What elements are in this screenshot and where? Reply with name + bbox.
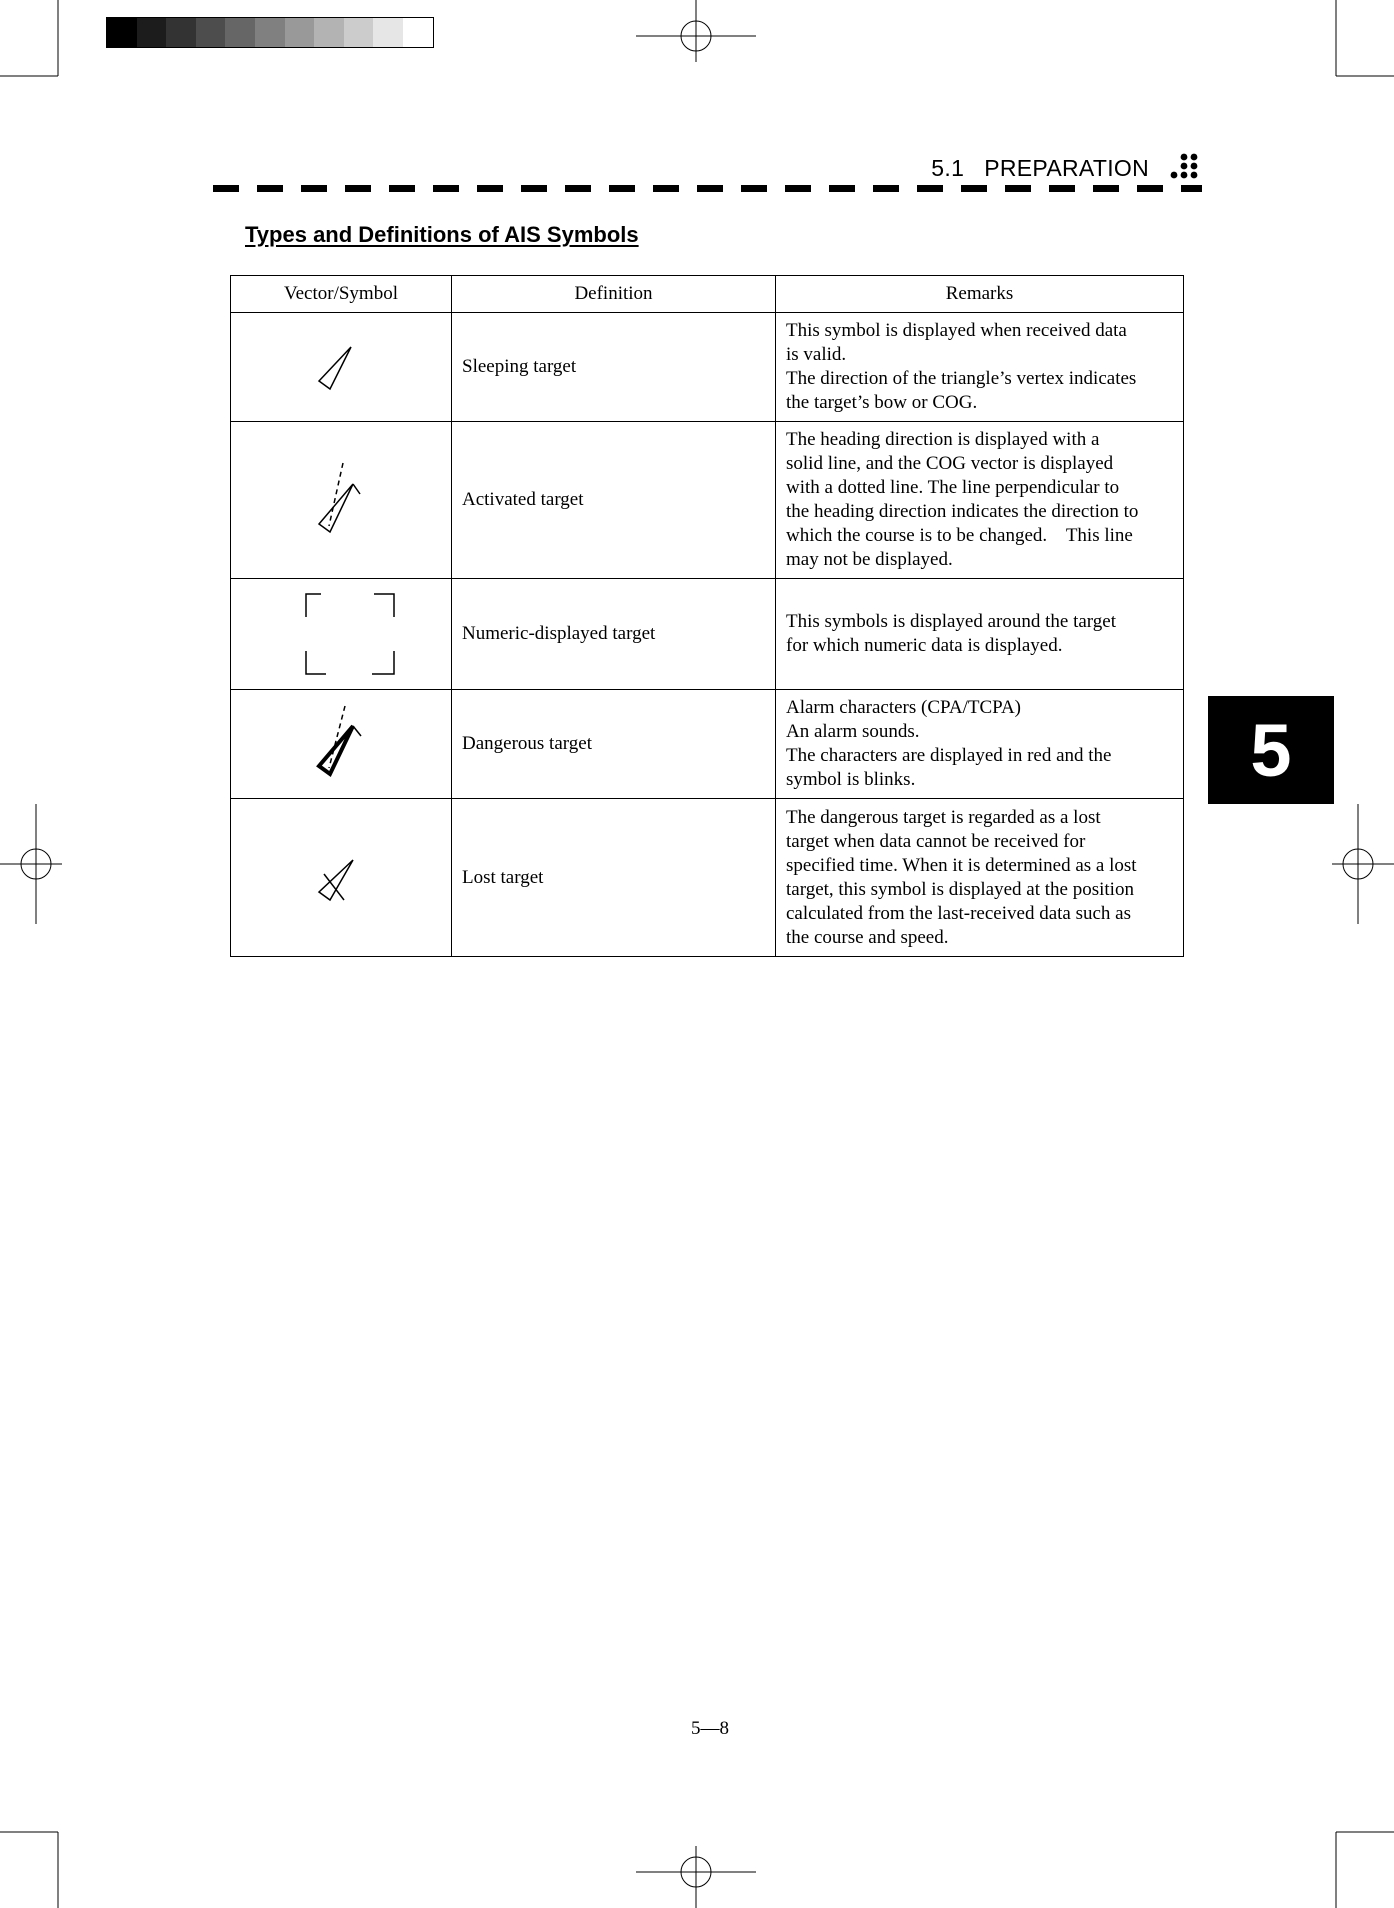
remarks-cell: The dangerous target is regarded as a lost target when data cannot be received for specified time. When it is determined as a lost target, this symbol is displayed at the position calculated from the last-received data such as the course and speed.: [776, 799, 1184, 957]
page-number: 5—8: [691, 1718, 729, 1739]
gray-swatch: [314, 18, 344, 47]
symbol-cell: [231, 579, 452, 690]
table-row: [231, 422, 1184, 579]
definition-cell: Sleeping target: [452, 313, 776, 422]
registration-mark-icon: [636, 0, 756, 62]
definition-cell: Dangerous target: [452, 690, 776, 799]
lost-target-icon: [281, 848, 401, 908]
remarks-cell: This symbol is displayed when received data is valid. The direction of the triangle’s vertex indicates the target’s bow or COG.: [776, 313, 1184, 422]
registration-mark-icon: [1332, 804, 1394, 924]
table-row: [231, 690, 1184, 799]
ais-symbols-table: [230, 275, 1184, 957]
crop-mark-icon: [1314, 1828, 1394, 1908]
header-dots-icon: [1169, 152, 1199, 185]
gray-swatch: [166, 18, 196, 47]
symbol-cell: [231, 690, 452, 799]
numeric-displayed-target-icon: [281, 589, 401, 679]
gray-swatch: [344, 18, 374, 47]
symbol-cell: [231, 422, 452, 579]
column-header: Vector/Symbol: [231, 276, 452, 313]
gray-swatch: [196, 18, 226, 47]
crop-mark-icon: [1314, 0, 1394, 80]
column-header: Definition: [452, 276, 776, 313]
chapter-tab: 5: [1208, 696, 1334, 804]
dangerous-target-icon: [281, 704, 401, 784]
dashed-header-rule: [213, 185, 1202, 192]
definition-cell: Activated target: [452, 422, 776, 579]
registration-mark-icon: [0, 804, 62, 924]
gray-swatch: [137, 18, 167, 47]
gray-swatch: [255, 18, 285, 47]
table-row: [231, 313, 1184, 422]
activated-target-icon: [281, 460, 401, 540]
section-title: 5.1 PREPARATION: [931, 155, 1149, 181]
remarks-cell: Alarm characters (CPA/TCPA) An alarm sounds. The characters are displayed in red and the symbol is blinks.: [776, 690, 1184, 799]
definition-cell: Numeric-displayed target: [452, 579, 776, 690]
table-row: [231, 799, 1184, 957]
sleeping-target-icon: [281, 337, 401, 397]
symbol-cell: [231, 313, 452, 422]
gray-swatch: [403, 18, 433, 47]
column-header: Remarks: [776, 276, 1184, 313]
section-heading: Types and Definitions of AIS Symbols: [245, 222, 639, 247]
definition-cell: Lost target: [452, 799, 776, 957]
remarks-cell: This symbols is displayed around the target for which numeric data is displayed.: [776, 579, 1184, 690]
gray-swatch: [225, 18, 255, 47]
running-header: [931, 152, 1199, 185]
gray-swatch: [373, 18, 403, 47]
symbol-cell: [231, 799, 452, 957]
table-row: [231, 579, 1184, 690]
crop-mark-icon: [0, 1828, 80, 1908]
gray-swatch: [285, 18, 315, 47]
registration-mark-icon: [636, 1846, 756, 1908]
gray-swatch: [107, 18, 137, 47]
remarks-cell: The heading direction is displayed with a solid line, and the COG vector is displayed with a dotted line. The line perpendicular to the heading direction indicates the direction to which the course is to be changed. This line may not be displayed.: [776, 422, 1184, 579]
crop-mark-icon: [0, 0, 80, 80]
gray-scale-calibration-bar: [106, 17, 434, 48]
table-header-row: [231, 276, 1184, 313]
